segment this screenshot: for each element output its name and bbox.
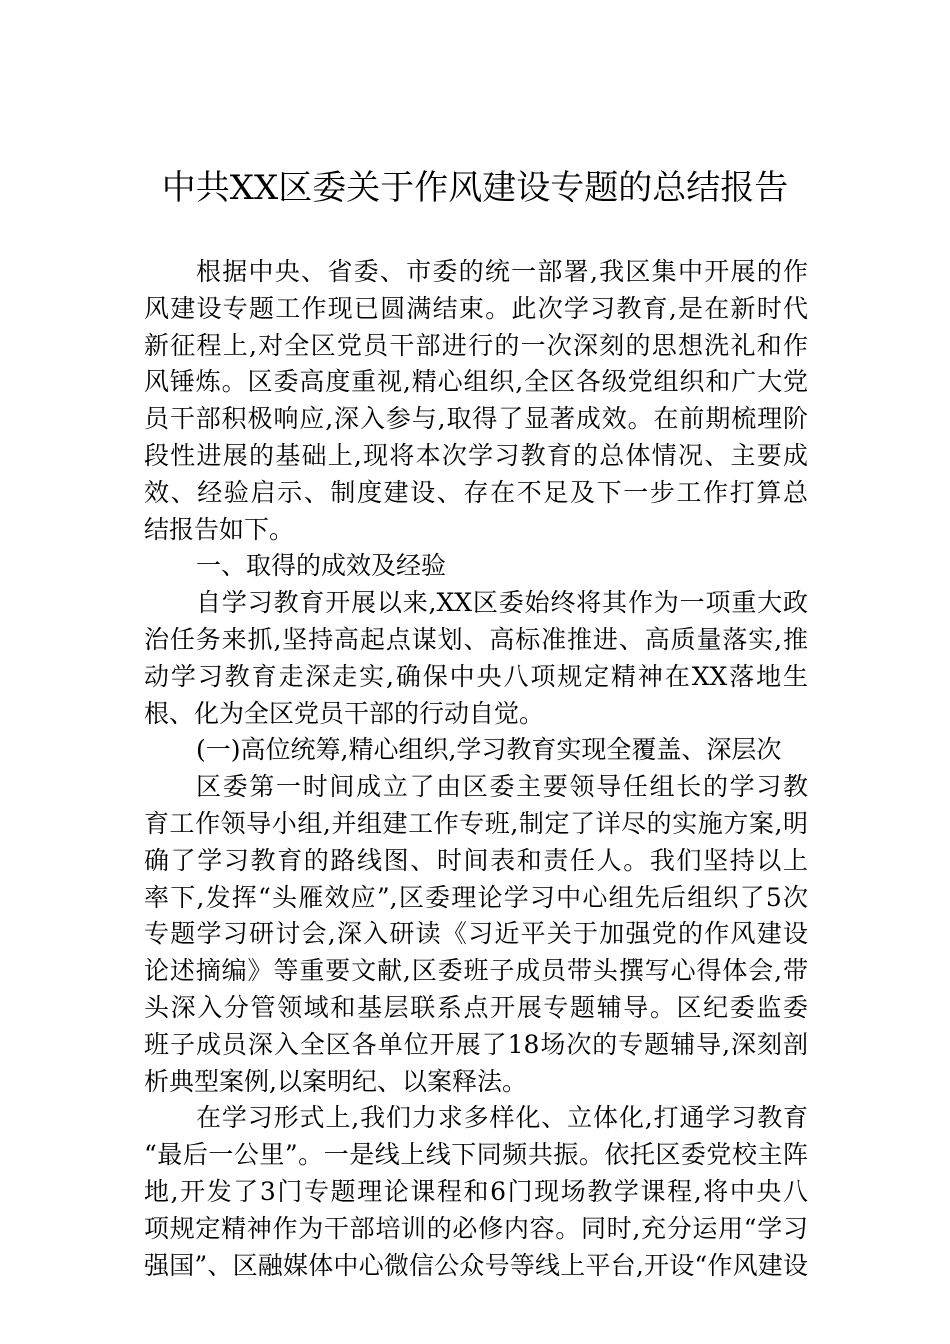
paragraph-line: 效、经验启示、制度建设、存在不足及下一步工作打算总 <box>144 477 808 507</box>
paragraph-line: 论述摘编》等重要文献,区委班子成员带头撰写心得体会,带 <box>144 956 808 986</box>
paragraph-line: 根、化为全区党员干部的行动自觉。 <box>144 698 545 728</box>
paragraph-line: 自学习教育开展以来,XX区委始终将其作为一项重大政 <box>196 588 808 618</box>
paragraph-line: 风建设专题工作现已圆满结束。此次学习教育,是在新时代 <box>144 293 808 323</box>
document-title: 中共XX区委关于作风建设专题的总结报告 <box>161 168 789 208</box>
paragraph-line: 析典型案例,以案明纪、以案释法。 <box>144 1066 527 1096</box>
paragraph-line: 强国”、区融媒体中心微信公众号等线上平台,开设“作风建设 <box>144 1250 808 1280</box>
paragraph-line: 新征程上,对全区党员干部进行的一次深刻的思想洗礼和作 <box>144 330 808 360</box>
paragraph-line: 在学习形式上,我们力求多样化、立体化,打通学习教育 <box>196 1103 808 1133</box>
subsection-heading: (一)高位统筹,精心组织,学习教育实现全覆盖、深层次 <box>196 735 782 765</box>
paragraph-line: 根据中央、省委、市委的统一部署,我区集中开展的作 <box>196 257 808 286</box>
paragraph-line: 项规定精神作为干部培训的必修内容。同时,充分运用“学习 <box>144 1213 808 1243</box>
paragraph-line: 育工作领导小组,并组建工作专班,制定了详尽的实施方案,明 <box>144 808 808 838</box>
section-heading: 一、取得的成效及经验 <box>196 551 447 581</box>
paragraph-line: 地,开发了3门专题理论课程和6门现场教学课程,将中央八 <box>144 1176 808 1206</box>
paragraph-line: 员干部积极响应,深入参与,取得了显著成效。在前期梳理阶 <box>144 404 808 434</box>
paragraph-line: 专题学习研讨会,深入研读《习近平关于加强党的作风建设 <box>144 919 808 949</box>
paragraph-line: 结报告如下。 <box>144 514 295 544</box>
paragraph-line: 区委第一时间成立了由区委主要领导任组长的学习教 <box>196 772 808 802</box>
paragraph-line: 治任务来抓,坚持高起点谋划、高标准推进、高质量落实,推 <box>144 624 808 654</box>
paragraph-line: 率下,发挥“头雁效应”,区委理论学习中心组先后组织了5次 <box>144 882 808 912</box>
paragraph-line: 确了学习教育的路线图、时间表和责任人。我们坚持以上 <box>144 845 808 875</box>
paragraph-line: 动学习教育走深走实,确保中央八项规定精神在XX落地生 <box>144 661 808 691</box>
document-body <box>144 254 808 1284</box>
paragraph-line: 段性进展的基础上,现将本次学习教育的总体情况、主要成 <box>144 440 808 470</box>
paragraph-line: “最后一公里”。一是线上线下同频共振。依托区委党校主阵 <box>144 1140 808 1170</box>
paragraph-line: 头深入分管领域和基层联系点开展专题辅导。区纪委监委 <box>144 992 808 1022</box>
paragraph-line: 风锤炼。区委高度重视,精心组织,全区各级党组织和广大党 <box>144 367 808 397</box>
paragraph-line: 班子成员深入全区各单位开展了18场次的专题辅导,深刻剖 <box>144 1029 808 1059</box>
